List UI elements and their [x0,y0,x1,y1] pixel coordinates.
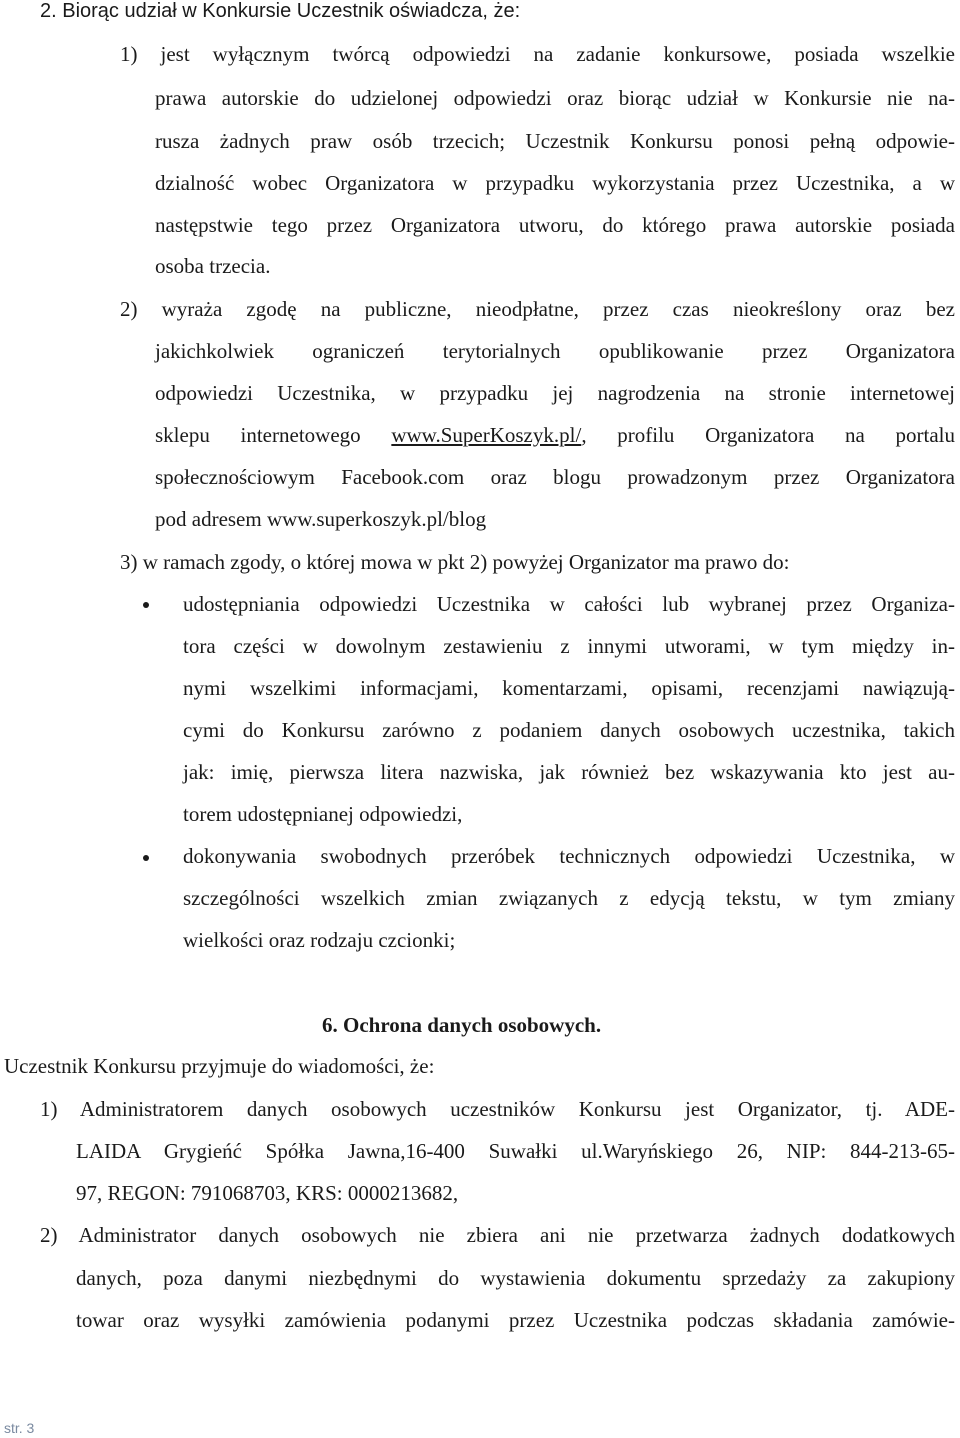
item1-line-3: rusza żadnych praw osób trzecich; Uczestnik Konkursu ponosi pełną odpowie- [155,129,955,153]
section-6-heading: 6. Ochrona danych osobowych. [322,1013,602,1037]
item2-line-4-after: , profilu Organizatora na portalu [581,423,956,447]
item1-line-4: dzialność wobec Organizatora w przypadku wykorzystania przez Uczestnika, a w [155,171,955,195]
bullet2-line-1: dokonywania swobodnych przeróbek technicznych odpowiedzi Uczestnika, w [183,844,955,868]
s6-item2-line-3: towar oraz wysyłki zamówienia podanymi przez Uczestnika podczas składania zamówie- [76,1308,955,1332]
item1-line-5: następstwie tego przez Organizatora utworu, do którego prawa autorskie posiada [155,213,955,237]
bullet2-line-2: szczególności wszelkich zmian związanych z edycją tekstu, w tym zmiany [183,886,955,910]
s6-item2-line-1: 2) Administrator danych osobowych nie zbiera ani nie przetwarza żadnych dodatkowych [40,1223,955,1247]
item2-line-1: 2) wyraża zgodę na publiczne, nieodpłatne, przez czas nieokreślony oraz bez [120,297,955,321]
item2-line-3: odpowiedzi Uczestnika, w przypadku jej nagrodzenia na stronie internetowej [155,381,955,405]
bullet1-line-3: nymi wszelkimi informacjami, komentarzami, opisami, recenzjami nawiązują- [183,676,955,700]
item1-line-2: prawa autorskie do udzielonej odpowiedzi oraz biorąc udział w Konkursie nie na- [155,86,955,110]
s6-item1-line-2: LAIDA Grygieńć Spółka Jawna,16-400 Suwałki ul.Waryńskiego 26, NIP: 844-213-65- [76,1139,955,1163]
bullet1-line-4: cymi do Konkursu zarówno z podaniem danych osobowych uczestnika, takich [183,718,955,742]
bullet-dot-1 [143,602,149,608]
bullet1-line-5: jak: imię, pierwsza litera nazwiska, jak również bez wskazywania kto jest au- [183,760,955,784]
item2-line-4-before: sklepu internetowego [155,423,392,447]
item2-line-6: pod adresem www.superkoszyk.pl/blog [155,507,487,531]
s6-item1-line-1: 1) Administratorem danych osobowych uczestników Konkursu jest Organizator, tj. ADE- [40,1097,955,1121]
bullet2-line-3: wielkości oraz rodzaju czcionki; [183,928,456,952]
page-number: str. 3 [4,1420,35,1436]
bullet1-line-6: torem udostępnianej odpowiedzi, [183,802,463,826]
item3-intro: 3) w ramach zgody, o której mowa w pkt 2) powyżej Organizator ma prawo do: [120,550,790,574]
bullet-dot-2 [143,855,149,861]
bullet1-line-1: udostępniania odpowiedzi Uczestnika w całości lub wybranej przez Organiza- [183,592,955,616]
item1-line-1: 1) jest wyłącznym twórcą odpowiedzi na zadanie konkursowe, posiada wszelkie [120,42,955,66]
item2-line-2: jakichkolwiek ograniczeń terytorialnych opublikowanie przez Organizatora [155,339,955,363]
s6-item1-line-3: 97, REGON: 791068703, KRS: 0000213682, [76,1181,459,1205]
bullet1-line-2: tora części w dowolnym zestawieniu z innymi utworami, w tym między in- [183,634,955,658]
s6-item2-line-2: danych, poza danymi niezbędnymi do wystawienia dokumentu sprzedaży za zakupiony [76,1266,955,1290]
section-2-heading: 2. Biorąc udział w Konkursie Uczestnik oświadcza, że: [40,0,521,22]
item1-line-6: osoba trzecia. [155,254,271,278]
item2-line-5: społecznościowym Facebook.com oraz blogu prowadzonym przez Organizatora [155,465,955,489]
section-6-intro: Uczestnik Konkursu przyjmuje do wiadomości, że: [4,1054,435,1078]
superkoszyk-link[interactable]: www.SuperKoszyk.pl/ [391,423,582,447]
item2-line-4 [155,422,955,448]
